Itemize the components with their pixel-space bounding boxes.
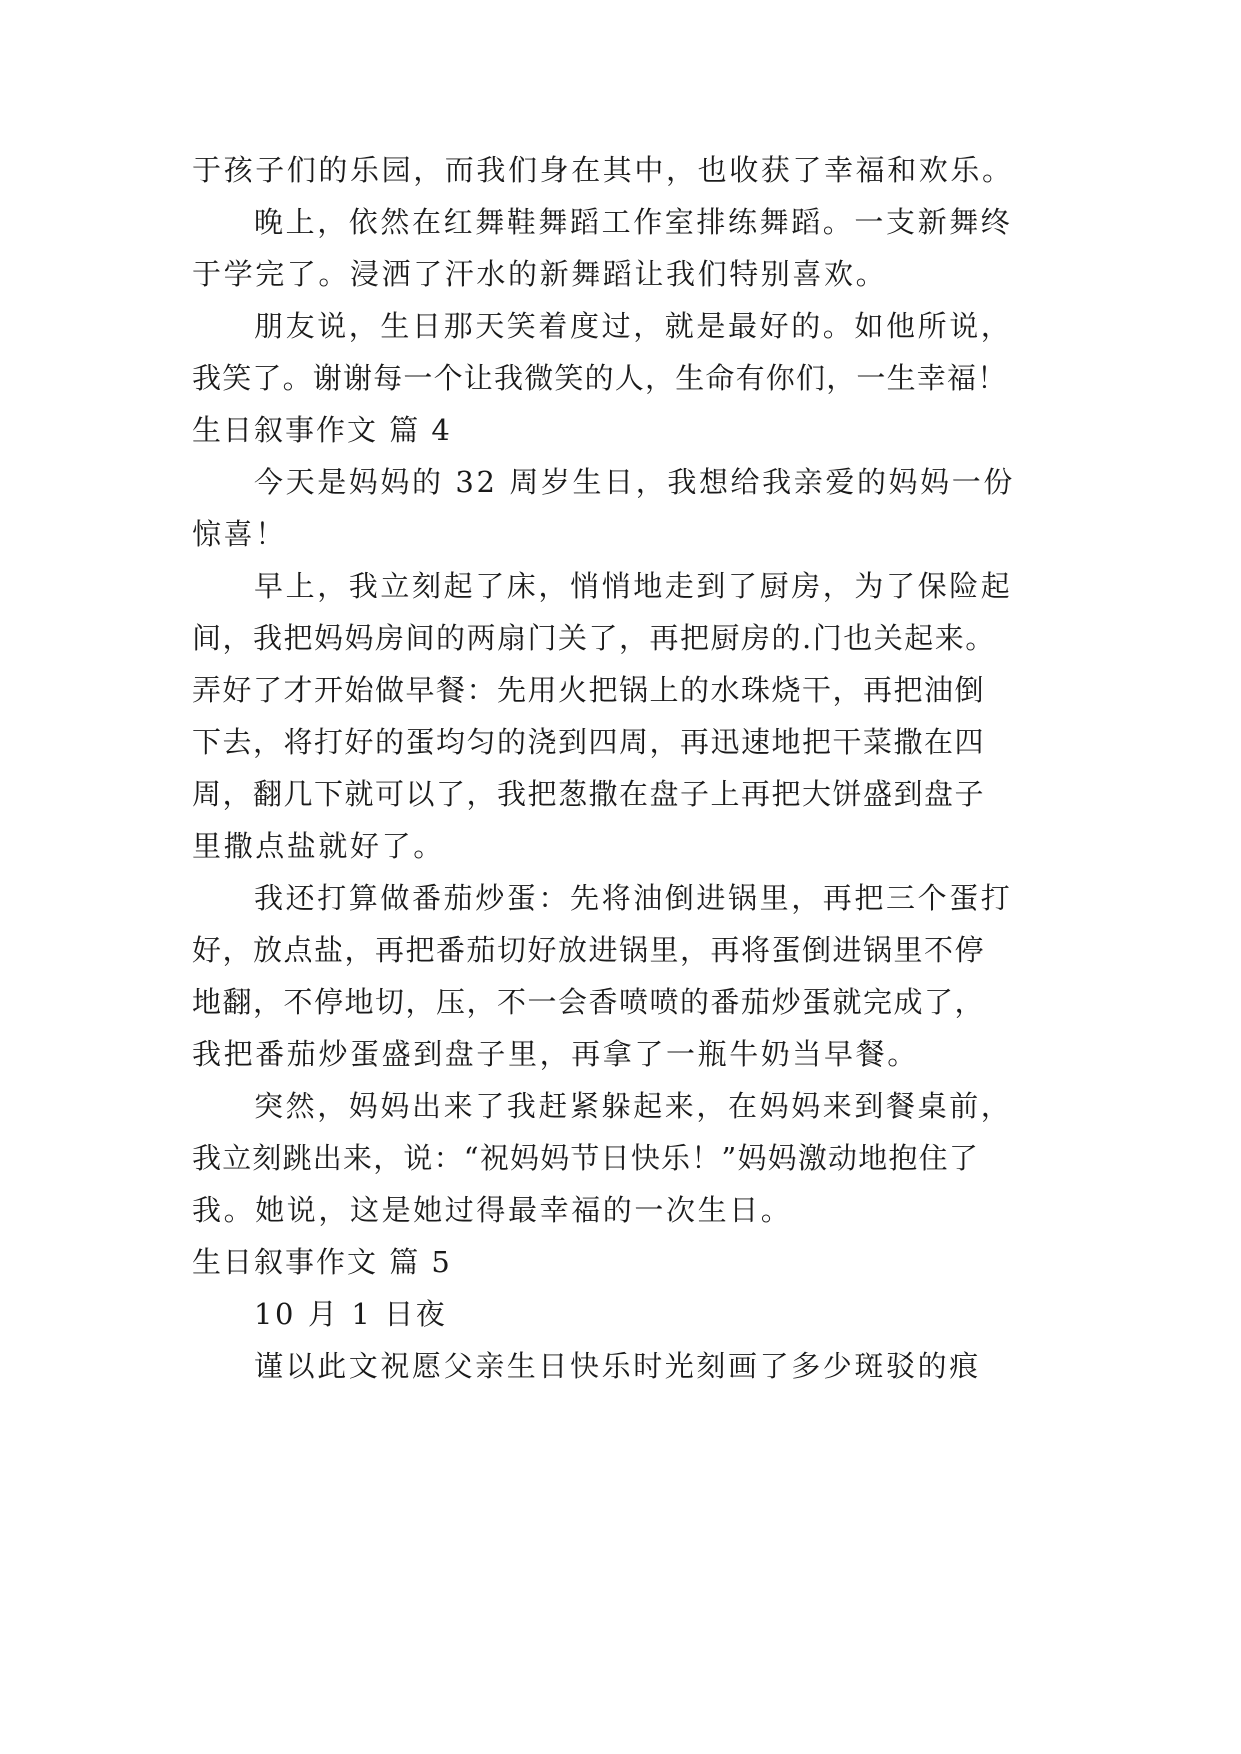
paragraph-line: 我还打算做番茄炒蛋：先将油倒进锅里，再把三个蛋打 [254, 881, 1013, 915]
section-heading: 生日叙事作文 篇 4 [192, 413, 452, 447]
text-line: 好，放点盐，再把番茄切好放进锅里，再将蛋倒进锅里不停 [192, 933, 986, 967]
text-line: 我。她说，这是她过得最幸福的一次生日。 [192, 1193, 793, 1227]
paragraph-line: 晚上，依然在红舞鞋舞蹈工作室排练舞蹈。一支新舞终 [254, 205, 1013, 239]
paragraph-line: 10 月 1 日夜 [254, 1297, 448, 1331]
paragraph-line: 朋友说，生日那天笑着度过，就是最好的。如他所说， [254, 309, 1013, 343]
text-line: 弄好了才开始做早餐：先用火把锅上的水珠烧干，再把油倒 [192, 673, 986, 707]
section-heading: 生日叙事作文 篇 5 [192, 1245, 452, 1279]
paragraph-line: 谨以此文祝愿父亲生日快乐时光刻画了多少斑驳的痕 [254, 1349, 981, 1383]
text-line: 地翻，不停地切，压，不一会香喷喷的番茄炒蛋就完成了， [192, 985, 986, 1019]
paragraph-line: 突然，妈妈出来了我赶紧躲起来，在妈妈来到餐桌前， [254, 1089, 1013, 1123]
text-line: 周，翻几下就可以了，我把葱撒在盘子上再把大饼盛到盘子 [192, 777, 986, 811]
paragraph-line: 今天是妈妈的 32 周岁生日，我想给我亲爱的妈妈一份 [254, 465, 1015, 499]
text-line: 间，我把妈妈房间的两扇门关了，再把厨房的.门也关起来。 [192, 621, 996, 655]
text-line: 我把番茄炒蛋盛到盘子里，再拿了一瓶牛奶当早餐。 [192, 1037, 919, 1071]
text-line: 里撒点盐就好了。 [192, 829, 445, 863]
paragraph-line: 早上，我立刻起了床，悄悄地走到了厨房，为了保险起 [254, 569, 1013, 603]
text-line: 于学完了。浸洒了汗水的新舞蹈让我们特别喜欢。 [192, 257, 888, 291]
text-line: 于孩子们的乐园，而我们身在其中，也收获了幸福和欢乐。 [192, 153, 1014, 187]
text-line: 惊喜！ [192, 517, 287, 551]
text-line: 我笑了。谢谢每一个让我微笑的人，生命有你们，一生幸福！ [192, 361, 1008, 395]
text-line: 我立刻跳出来，说：“祝妈妈节日快乐！”妈妈激动地抱住了 [192, 1141, 980, 1175]
text-line: 下去，将打好的蛋均匀的浇到四周，再迅速地把干菜撒在四 [192, 725, 986, 759]
